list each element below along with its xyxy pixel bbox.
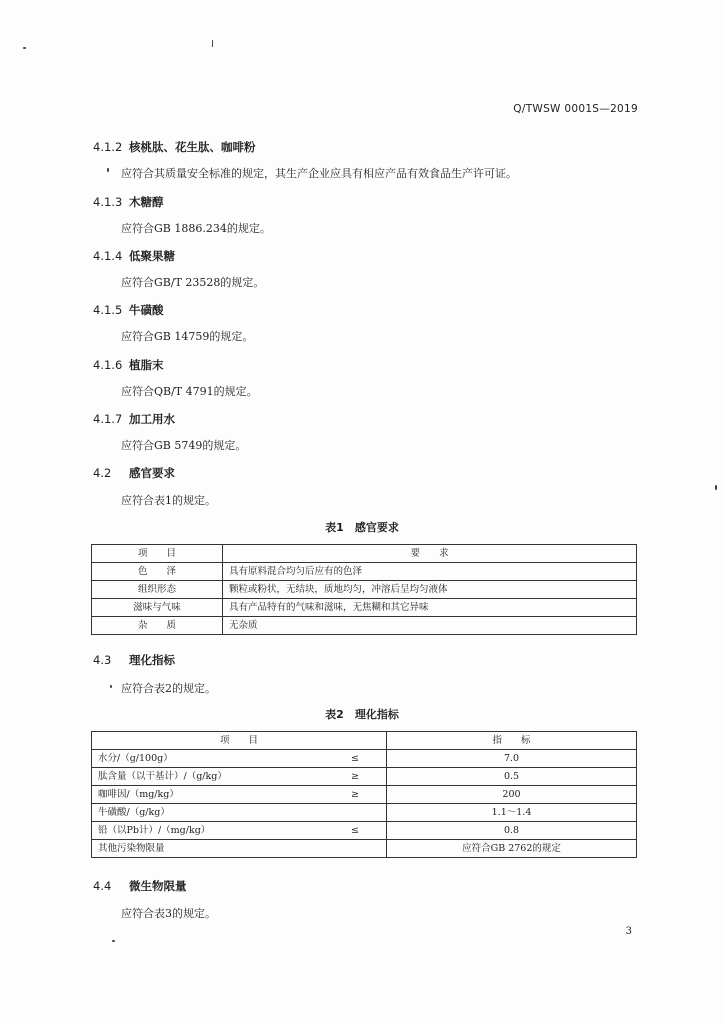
table-cell: 应符合GB 2762的规定	[387, 840, 637, 858]
table-header-cell: 项 目	[92, 732, 387, 750]
table-row	[92, 750, 637, 768]
scan-speck	[112, 940, 115, 942]
table-row	[92, 804, 637, 822]
table-row	[92, 840, 637, 858]
table-cell: ≤	[324, 822, 387, 840]
table-row	[92, 581, 637, 599]
table-row	[92, 822, 637, 840]
table-row	[92, 563, 637, 581]
table-cell: ≥	[324, 768, 387, 786]
section-text-4-4: 应符合表3的规定。	[121, 907, 216, 920]
section-text-4-3: 应符合表2的规定。	[121, 682, 216, 695]
page-number: 3	[625, 926, 632, 937]
table-cell: 具有原料混合均匀后应有的色泽	[223, 563, 637, 581]
table-cell: 杂 质	[92, 617, 223, 635]
table-cell	[324, 804, 387, 822]
table-cell: 滋味与气味	[92, 599, 223, 617]
table-cell: 颗粒或粉状，无结块，质地均匀，冲溶后呈均匀液体	[223, 581, 637, 599]
table-cell: 具有产品特有的气味和滋味，无焦糊和其它异味	[223, 599, 637, 617]
scan-speck	[715, 485, 717, 490]
physicochemical-indicators-table	[91, 731, 637, 858]
table-row	[92, 768, 637, 786]
table-cell: 色 泽	[92, 563, 223, 581]
table-cell: ≤	[324, 750, 387, 768]
table-cell: 1.1～1.4	[387, 804, 637, 822]
table-cell: 牛磺酸/（g/kg）	[92, 804, 325, 822]
section-text-4-1-3: 应符合GB 1886.234的规定。	[121, 222, 271, 235]
scan-speck	[110, 685, 112, 688]
table-cell: 肽含量（以干基计）/（g/kg）	[92, 768, 325, 786]
table-cell: 水分/（g/100g）	[92, 750, 325, 768]
section-text-4-1-6: 应符合QB/T 4791的规定。	[121, 385, 258, 398]
section-heading-4-3: 4.3 理化指标	[93, 653, 175, 667]
table-cell	[324, 840, 387, 858]
table-header-row	[92, 545, 637, 563]
table-row	[92, 786, 637, 804]
table2-caption: 表2 理化指标	[325, 708, 399, 721]
table-header-row	[92, 732, 637, 750]
table-cell: 200	[387, 786, 637, 804]
table-cell: 铅（以Pb计）/（mg/kg）	[92, 822, 325, 840]
sensory-requirements-table	[91, 544, 637, 635]
section-text-4-2: 应符合表1的规定。	[121, 494, 216, 507]
table-cell: ≥	[324, 786, 387, 804]
table-header-cell: 项 目	[92, 545, 223, 563]
table1-caption: 表1 感官要求	[325, 521, 399, 534]
table-cell: 咖啡因/（mg/kg）	[92, 786, 325, 804]
section-text-4-1-4: 应符合GB/T 23528的规定。	[121, 276, 265, 289]
section-heading-4-1-2: 4.1.2 核桃肽、花生肽、咖啡粉	[93, 140, 256, 154]
section-heading-4-1-4: 4.1.4 低聚果糖	[93, 249, 175, 263]
section-heading-4-1-7: 4.1.7 加工用水	[93, 412, 175, 426]
table-cell: 0.5	[387, 768, 637, 786]
table-cell: 7.0	[387, 750, 637, 768]
table-row	[92, 599, 637, 617]
section-text-4-1-2: 应符合其质量安全标准的规定，其生产企业应具有相应产品有效食品生产许可证。	[121, 167, 517, 180]
table-row	[92, 617, 637, 635]
table-cell: 其他污染物限量	[92, 840, 325, 858]
table-header-cell: 要 求	[223, 545, 637, 563]
table-cell: 无杂质	[223, 617, 637, 635]
table-cell: 组织形态	[92, 581, 223, 599]
scan-speck	[107, 168, 109, 172]
scan-speck	[212, 40, 213, 47]
section-heading-4-1-5: 4.1.5 牛磺酸	[93, 303, 164, 317]
table-cell: 0.8	[387, 822, 637, 840]
section-heading-4-1-3: 4.1.3 木糖醇	[93, 195, 164, 209]
section-heading-4-2: 4.2 感官要求	[93, 466, 175, 480]
section-text-4-1-7: 应符合GB 5749的规定。	[121, 439, 247, 452]
table-header-cell: 指 标	[387, 732, 637, 750]
document-id: Q/TWSW 0001S—2019	[513, 103, 638, 115]
section-text-4-1-5: 应符合GB 14759的规定。	[121, 330, 254, 343]
section-heading-4-1-6: 4.1.6 植脂末	[93, 358, 164, 372]
section-heading-4-4: 4.4 微生物限量	[93, 879, 187, 893]
scan-speck	[23, 47, 26, 49]
